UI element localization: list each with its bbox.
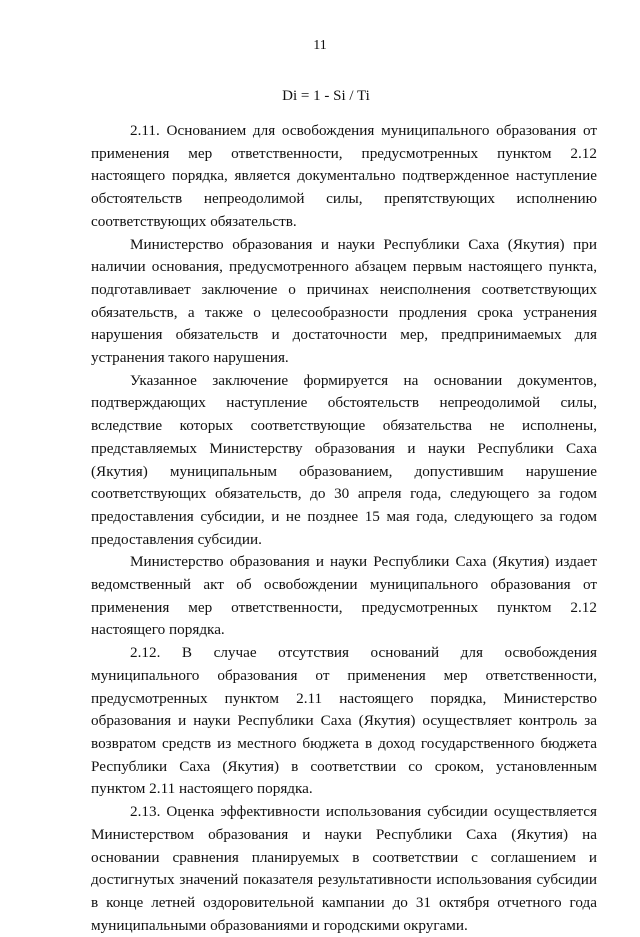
document-body bbox=[91, 120, 597, 937]
paragraph-conclusion-basis: Указанное заключение формируется на основании документов, подтверждающих наступление обстоятельств непреодолимой силы, вследствие которых соответствующие обязательства не исполнены, представляемых Министерству образования и науки Республики Саха (Якутия) муниципальным образованием, допустившим нарушение соответствующих обязательств, до 30 апреля года, следующего за годом предоставления субсидии, и не позднее 15 мая года, следующего за годом предоставления субсидии. bbox=[91, 371, 597, 548]
formula: Di = 1 - Si / Ti bbox=[282, 88, 370, 104]
paragraph-2-11: 2.11. Основанием для освобождения муниципального образования от применения мер ответственности, предусмотренных пунктом 2.12 настоящего порядка, является документально подтвержденное наступление обстоятельств непреодолимой силы, препятствующих исполнению соответствующих обязательств. bbox=[91, 122, 597, 230]
paragraph-2-13: 2.13. Оценка эффективности использования субсидии осуществляется Министерством образования и науки Республики Саха (Якутия) на основании сравнения планируемых в соответствии с соглашением и достигнутых значений показателя результативности использования субсидии в конце летней оздоровительной кампании до 31 октября отчетного года муниципальными образованиями и городскими округами. bbox=[91, 803, 597, 934]
paragraph-departmental-act: Министерство образования и науки Республики Саха (Якутия) издает ведомственный акт об освобождении муниципального образования от применения мер ответственности, предусмотренных пунктом 2.12 настоящего порядка. bbox=[91, 553, 597, 639]
paragraph-2-12: 2.12. В случае отсутствия оснований для освобождения муниципального образования от применения мер ответственности, предусмотренных пунктом 2.11 настоящего порядка, Министерство образования и науки Республики Саха (Якутия) осуществляет контроль за возвратом средств из местного бюджета в доход государственного бюджета Республики Саха (Якутия) в соответствии со сроком, установленным пунктом 2.11 настоящего порядка. bbox=[91, 644, 597, 798]
page-number: 11 bbox=[313, 38, 327, 53]
paragraph-ministry-conclusion: Министерство образования и науки Республики Саха (Якутия) при наличии основания, предусмотренного абзацем первым настоящего пункта, подготавливает заключение о причинах неисполнения соответствующих обязательств, а также о целесообразности продления срока устранения нарушения обязательств и достаточности мер, предпринимаемых для устранения такого нарушения. bbox=[91, 235, 597, 367]
